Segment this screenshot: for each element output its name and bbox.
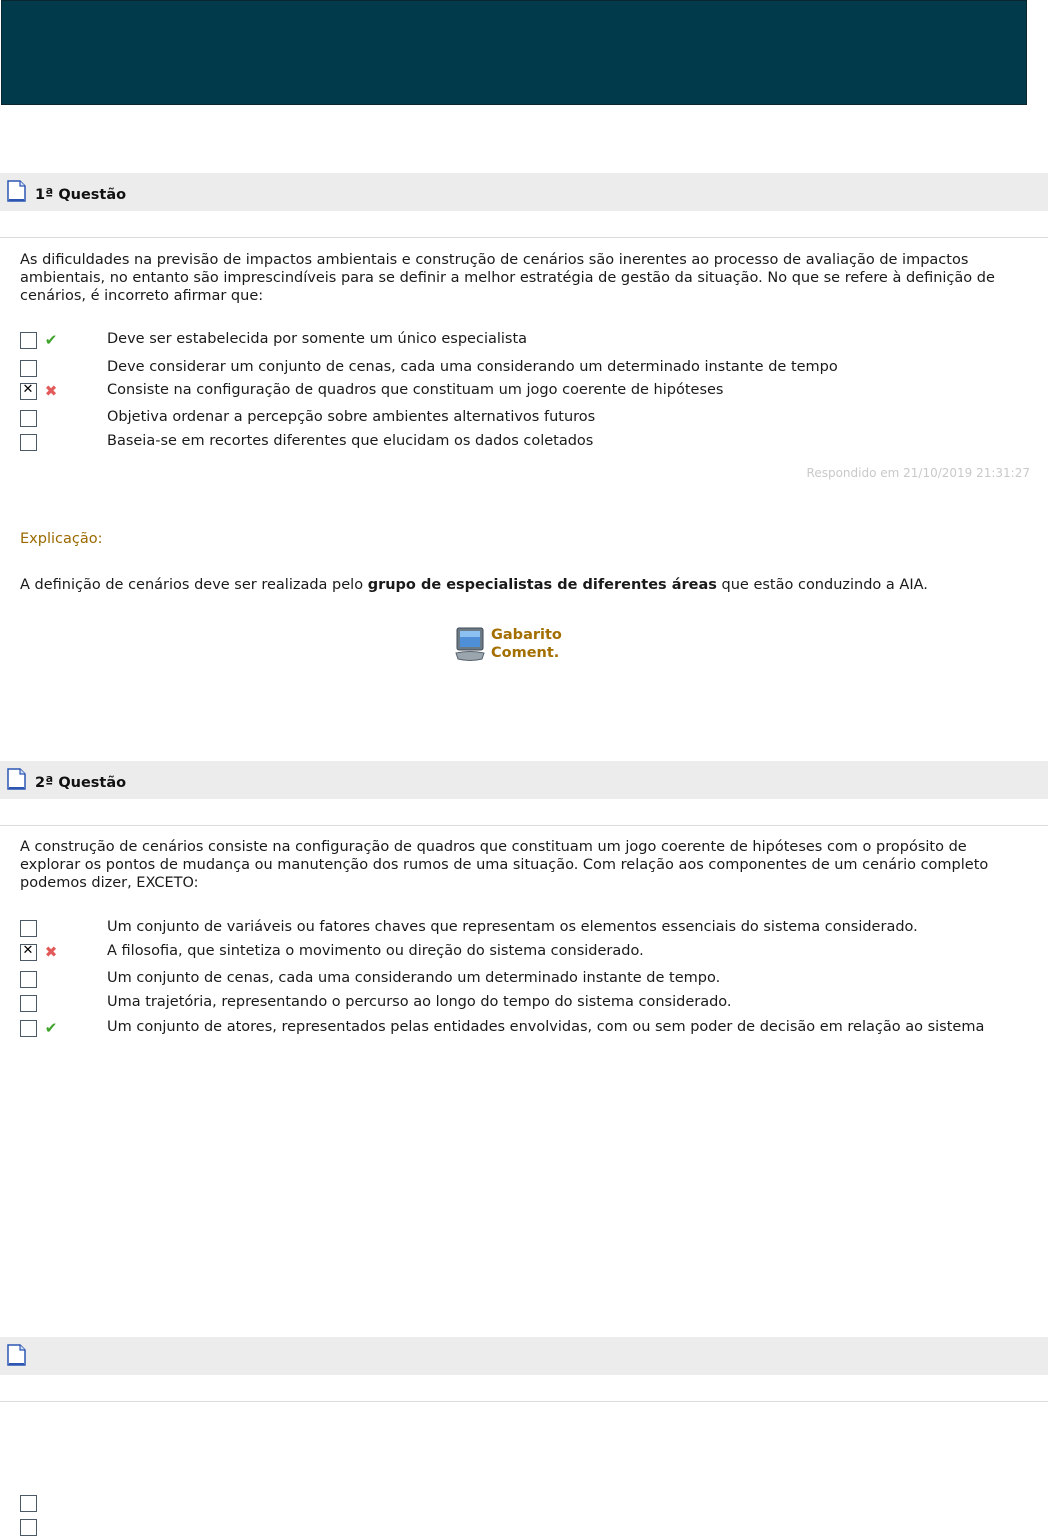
option-label: A filosofia, que sintetiza o movimento ou direção do sistema considerado. (107, 943, 644, 959)
option-label: Um conjunto de atores, representados pelas entidades envolvidas, com ou sem poder de decisão em relação ao sistema (107, 1019, 985, 1035)
option-label: Objetiva ordenar a percepção sobre ambientes alternativos futuros (107, 409, 596, 425)
option-checkbox[interactable] (20, 434, 37, 451)
question-3-header (0, 1337, 1048, 1375)
document-icon (7, 180, 26, 202)
monitor-icon (453, 626, 487, 662)
q1-option-5[interactable] (0, 433, 1048, 455)
option-checkbox[interactable] (20, 995, 37, 1012)
cross-icon: ✖ (44, 382, 58, 400)
option-checkbox[interactable] (20, 410, 37, 427)
question-1-title: 1ª Questão (35, 187, 127, 203)
option-label: Baseia-se em recortes diferentes que elucidam os dados coletados (107, 433, 594, 449)
question-2-text: A construção de cenários consiste na configuração de quadros que constituam um jogo coerente de hipóteses com o propósito de explorar os pontos de mudança ou manutenção dos rumos de uma situação. Com relação aos componentes de um cenário completo podemos dizer, EXCETO: (20, 839, 989, 891)
q2-option-3[interactable] (0, 970, 1048, 992)
check-icon: ✔ (44, 1019, 58, 1037)
document-icon (7, 1344, 26, 1366)
explanation-text (20, 577, 928, 593)
q1-option-3[interactable] (0, 382, 1048, 404)
option-checkbox-checked[interactable] (20, 383, 37, 400)
explanation-bold: grupo de especialistas de diferentes áreas (367, 577, 717, 593)
question-2-title: 2ª Questão (35, 775, 127, 791)
q2-option-1[interactable] (0, 919, 1048, 941)
check-icon: ✔ (44, 331, 58, 349)
explanation-pre: A definição de cenários deve ser realizada pelo (20, 577, 368, 593)
question-1-text: As dificuldades na previsão de impactos ambientais e construção de cenários são inerentes ao processo de avaliação de impactos ambientais, no entanto são imprescindíveis para se definir a melhor estratégia de gestão da situação. No que se refere à definição de cenários, é incorreto afirmar que: (20, 252, 995, 304)
q3-option-2[interactable] (0, 1518, 1048, 1537)
gabarito-button[interactable] (453, 624, 583, 666)
option-checkbox[interactable] (20, 920, 37, 937)
option-label: Deve considerar um conjunto de cenas, cada uma considerando um determinado instante de tempo (107, 359, 838, 375)
q1-option-4[interactable] (0, 409, 1048, 431)
q3-option-1[interactable] (0, 1494, 1048, 1516)
divider (0, 825, 1048, 826)
gabarito-line-1: Gabarito (491, 627, 562, 643)
q2-option-4[interactable] (0, 994, 1048, 1016)
option-label: Consiste na configuração de quadros que constituam um jogo coerente de hipóteses (107, 382, 724, 398)
document-icon (7, 768, 26, 790)
option-checkbox[interactable] (20, 332, 37, 349)
top-banner (1, 0, 1027, 105)
gabarito-label[interactable] (491, 626, 562, 662)
option-checkbox[interactable] (20, 1495, 37, 1512)
option-checkbox-checked[interactable] (20, 944, 37, 961)
divider (0, 237, 1048, 238)
option-label: Deve ser estabelecida por somente um único especialista (107, 331, 528, 347)
explanation-title: Explicação: (20, 531, 103, 547)
option-checkbox[interactable] (20, 971, 37, 988)
question-1-header (0, 173, 1048, 211)
q1-option-2[interactable] (0, 359, 1048, 381)
question-2-header (0, 761, 1048, 799)
answered-timestamp: Respondido em 21/10/2019 21:31:27 (806, 466, 1030, 480)
option-label: Uma trajetória, representando o percurso ao longo do tempo do sistema considerado. (107, 994, 732, 1010)
explanation-post: que estão conduzindo a AIA. (716, 577, 928, 593)
gabarito-line-2: Coment. (491, 645, 560, 661)
option-label: Um conjunto de cenas, cada uma considerando um determinado instante de tempo. (107, 970, 721, 986)
divider (0, 1401, 1048, 1402)
option-checkbox[interactable] (20, 1020, 37, 1037)
option-label: Um conjunto de variáveis ou fatores chaves que representam os elementos essenciais do sistema considerado. (107, 919, 918, 935)
option-checkbox[interactable] (20, 360, 37, 377)
q2-option-2[interactable] (0, 943, 1048, 965)
cross-icon: ✖ (44, 943, 58, 961)
option-checkbox[interactable] (20, 1519, 37, 1536)
q2-option-5[interactable] (0, 1019, 1048, 1041)
q1-option-1[interactable] (0, 331, 1048, 353)
